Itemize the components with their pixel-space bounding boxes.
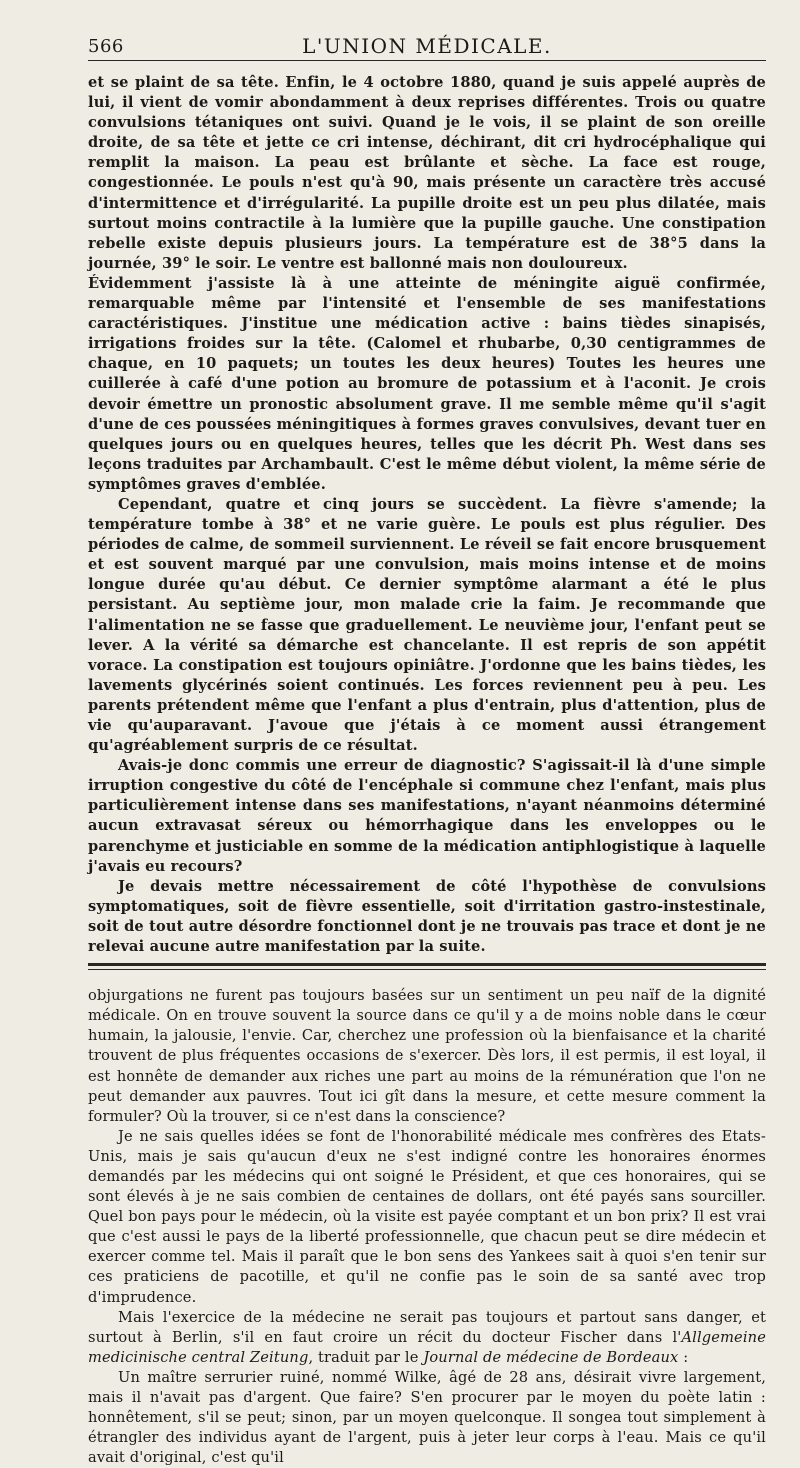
quoted-paragraph: Un maître serrurier ruiné, nommé Wilke, âgé de 28 ans, désirait vivre largement, mais il n'avait pas d'argent. Que faire? S'en procurer par le moyen du poète latin : honnêtement, s'il se peut; sinon, par un moyen quelconque. Il songea tout simplement à étrangler des individus ayant de l'argent, puis à jeter leur corps à l'eau. Mais ce qu'il avait d'original, c'est qu'il bbox=[88, 1368, 766, 1467]
paragraph: Je ne sais quelles idées se font de l'honorabilité médicale mes confrères des Etats-Unis, mais je sais qu'aucun d'eux ne s'est indigné contre les honoraires énormes demandés par les médecins qui ont soigné le Président, et que ces honoraires, qui se sont élevés à je ne sais combien de centaines de dollars, ont été payés sans sourciller. Quel bon pays pour le médecin, où la visite est payée comptant et un bon prix? Il est vrai que c'est aussi le pays de la liberté professionnelle, que chacun peut se dire médecin et exercer comme tel. Mais il paraît que le bon sens des Yankees sait à quoi s'en tenir sur ces praticiens de pacotille, et qu'il ne confie pas le soin de sa santé avec trop d'imprudence. bbox=[88, 1127, 766, 1306]
feuilleton-text bbox=[88, 986, 766, 1468]
divider-thick bbox=[88, 963, 766, 966]
main-text bbox=[88, 73, 766, 957]
running-title: L'UNION MÉDICALE. bbox=[302, 34, 552, 58]
paragraph: Avais-je donc commis une erreur de diagnostic? S'agissait-il là d'une simple irruption congestive du côté de l'encéphale si commune chez l'enfant, mais plus particulièrement intense dans ses manifestations, n'ayant néanmoins déterminé aucun extravasat séreux ou hémorrhagique dans les enveloppes ou le parenchyme et justiciable en somme de la médication antiphlogistique à laquelle j'avais eu recours? bbox=[88, 757, 766, 875]
page-number: 566 bbox=[88, 36, 124, 57]
paragraph: Cependant, quatre et cinq jours se succèdent. La fièvre s'amende; la température tombe à 38° et ne varie guère. Le pouls est plus régulier. Des périodes de calme, de sommeil surviennent. Le réveil se fait encore brusquement et est souvent marqué par une convulsion, mais moins intense et de moins longue durée qu'au début. Ce dernier symptôme alarmant a été le plus persistant. Au septième jour, mon malade crie la faim. Je recommande que l'alimentation ne se fasse que graduellement. Le neuvième jour, l'enfant peut se lever. A la vérité sa démarche est chancelante. Il est repris de son appétit vorace. La constipation est toujours opiniâtre. J'ordonne que les bains tièdes, les lavements glycérinés soient continués. Les forces reviennent peu à peu. Les parents prétendent même que l'enfant a plus d'entrain, plus d'attention, plus de vie qu'auparavant. J'avoue que j'étais à ce moment aussi étrangement qu'agréablement surpris de ce résultat. bbox=[88, 495, 766, 755]
journal-title: Allgemeine medicinische central Zeitung bbox=[88, 1328, 766, 1366]
journal-title: Journal de médecine de Bordeaux bbox=[423, 1348, 679, 1366]
text-run: , traduit par le bbox=[308, 1348, 424, 1366]
text-run: Mais l'exercice de la médecine ne serait pas toujours et partout sans danger, et surtout à Berlin, s'il en faut croire un récit du docteur Fischer dans l' bbox=[88, 1308, 766, 1346]
paragraph: Je devais mettre nécessairement de côté l'hypothèse de convulsions symptomatiques, soit de fièvre essentielle, soit d'irritation gastro-instestinale, soit de tout autre désordre fonctionnel dont je ne trouvais pas trace et dont je ne relevai aucune autre manifestation par la suite. bbox=[88, 877, 766, 956]
section-divider bbox=[88, 963, 766, 970]
paragraph: Évidemment j'assiste là à une atteinte de méningite aiguë confirmée, remarquable même par l'intensité et l'ensemble de ses manifestations caractéristiques. J'institue une médication active : bains tièdes sinapisés, irrigations froides sur la tête. (Calomel et rhubarbe, 0,30 centigrammes de chaque, en 10 paquets; un toutes les deux heures) Toutes les heures une cuillerée à café d'une potion au bromure de potassium et à l'aconit. Je crois devoir émettre un pronostic absolument grave. Il me semble même qu'il s'agit d'une de ces poussées méningitiques à formes graves convulsives, devant tuer en quelques jours ou en quelques heures, telles que les décrit Ph. West dans ses leçons traduites par Archambault. C'est le même début violent, la même série de symptômes graves d'emblée. bbox=[88, 274, 766, 493]
paragraph: et se plaint de sa tête. Enfin, le 4 octobre 1880, quand je suis appelé auprès de lui, il vient de vomir abondamment à deux reprises différentes. Trois ou quatre convulsions tétaniques ont suivi. Quand je le vois, il se plaint de son oreille droite, de sa tête et jette ce cri intense, déchirant, dit cri hydrocéphalique qui remplit la maison. La peau est brûlante et sèche. La face est rouge, congestionnée. Le pouls n'est qu'à 90, mais présente un caractère très accusé d'intermittence et d'irrégularité. La pupille droite est un peu plus dilatée, mais surtout moins contractile à la lumière que la pupille gauche. Une constipation rebelle existe depuis plusieurs jours. La température est de 38°5 dans la journée, 39° le soir. Le ventre est ballonné mais non douloureux. bbox=[88, 74, 766, 272]
paragraph bbox=[88, 1308, 766, 1368]
paragraph: objurgations ne furent pas toujours basées sur un sentiment un peu naïf de la dignité médicale. On en trouve souvent la source dans ce qu'il y a de moins noble dans le cœur humain, la jalousie, l'envie. Car, cherchez une profession où la bienfaisance et la charité trouvent de plus fréquentes occasions de s'exercer. Dès lors, il est permis, il est loyal, il est honnête de demander aux riches une part au moins de la rémunération que l'on ne peut demander aux pauvres. Tout ici gît dans la mesure, et cette mesure comment la formuler? Où la trouver, si ce n'est dans la conscience? bbox=[88, 987, 766, 1125]
page-header bbox=[88, 30, 766, 61]
divider-thin bbox=[88, 969, 766, 970]
text-run: : bbox=[678, 1348, 689, 1366]
